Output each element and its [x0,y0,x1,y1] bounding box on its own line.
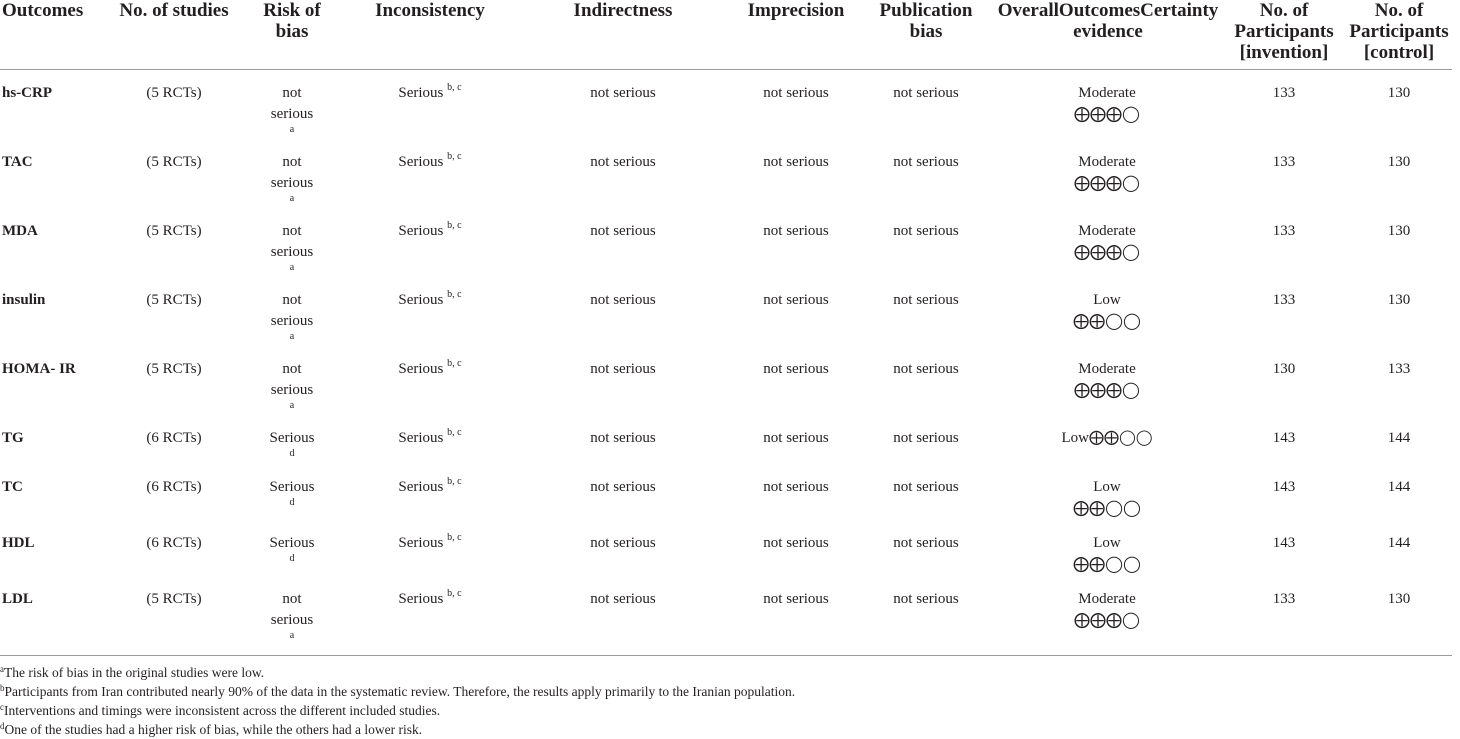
table-row [0,520,1452,576]
risk-of-bias-value: not serious [270,154,314,191]
cell-imprecision: not serious [763,479,829,495]
table-row [0,415,1452,464]
header-outcomes: Outcomes [0,0,110,70]
cell-outcome: MDA [2,223,38,239]
cell-participants-invention: 133 [1272,154,1296,170]
risk-of-bias-value: Serious [269,535,315,551]
risk-of-bias-footnote-mark: a [289,124,295,135]
cell-studies: (6 RCTs) [146,430,202,446]
header-participants-control [1346,0,1452,70]
header-no-of-studies: No. of studies [110,0,238,70]
cell-outcome: TAC [2,154,33,170]
risk-of-bias-value: not serious [270,292,314,329]
certainty-label: Moderate [1078,85,1136,101]
cell-participants-control: 130 [1387,85,1411,101]
certainty-grade-symbols: ⨁⨁◯◯ [1073,556,1141,573]
cell-imprecision: not serious [763,223,829,239]
cell-certainty [992,520,1222,576]
footnote-b-mark: b [0,683,5,693]
inconsistency-footnote-mark: b, c [447,358,462,369]
certainty-label: Low [1093,292,1121,308]
inconsistency-value: Serious [398,479,444,495]
cell-studies: (6 RCTs) [146,535,202,551]
cell-indirectness: not serious [590,292,656,308]
certainty-label: Moderate [1078,591,1136,607]
certainty-grade-symbols: ⨁⨁◯◯ [1073,500,1141,517]
inconsistency-value: Serious [398,85,444,101]
cell-inconsistency [346,70,514,140]
cell-certainty [992,464,1222,520]
risk-of-bias-footnote-mark: a [289,331,295,342]
cell-indirectness: not serious [590,479,656,495]
table-row [0,576,1452,647]
inconsistency-footnote-mark: b, c [447,289,462,300]
inconsistency-footnote-mark: b, c [447,476,462,487]
footnote-a [0,663,795,682]
risk-of-bias-footnote-mark: a [289,400,295,411]
cell-outcome: TC [2,479,23,495]
cell-studies: (6 RCTs) [146,479,202,495]
cell-certainty [992,346,1222,415]
cell-participants-control: 144 [1387,479,1411,495]
certainty-grade-symbols: ⨁⨁⨁◯ [1074,382,1140,399]
cell-studies: (5 RCTs) [146,361,202,377]
table-body [0,70,1452,648]
risk-of-bias-footnote-mark: a [289,193,295,204]
cell-indirectness: not serious [590,430,656,446]
cell-publication-bias: not serious [893,430,959,446]
cell-publication-bias: not serious [893,85,959,101]
cell-publication-bias: not serious [893,535,959,551]
risk-of-bias-value: not serious [270,223,314,260]
cell-participants-control: 130 [1387,591,1411,607]
risk-of-bias-value: Serious [269,430,315,446]
cell-risk-of-bias [238,139,346,208]
cell-inconsistency [346,576,514,647]
certainty-label: Moderate [1078,223,1136,239]
cell-inconsistency [346,277,514,346]
footnote-d-mark: d [0,721,5,731]
cell-publication-bias: not serious [893,361,959,377]
inconsistency-value: Serious [398,223,444,239]
cell-risk-of-bias [238,464,346,520]
inconsistency-value: Serious [398,292,444,308]
cell-indirectness: not serious [590,591,656,607]
table-row [0,70,1452,140]
certainty-label: Moderate [1078,154,1136,170]
certainty-grade-symbols: ⨁⨁◯◯ [1073,313,1141,330]
risk-of-bias-footnote-mark: a [289,630,295,641]
risk-of-bias-value: not serious [270,591,314,628]
footnote-c [0,701,795,720]
cell-publication-bias: not serious [893,223,959,239]
cell-participants-invention: 143 [1272,430,1296,446]
footnote-c-mark: c [0,702,4,712]
cell-imprecision: not serious [763,154,829,170]
cell-outcome: LDL [2,591,33,607]
header-inconsistency: Inconsistency [346,0,514,70]
header-risk-of-bias-label: Risk of bias [263,0,321,42]
header-participants-control-label: No. of Participants [control] [1349,0,1449,63]
cell-publication-bias: not serious [893,479,959,495]
cell-certainty [992,415,1222,464]
inconsistency-footnote-mark: b, c [447,427,462,438]
certainty-label: Low [1093,535,1121,551]
table-row [0,464,1452,520]
cell-studies: (5 RCTs) [146,85,202,101]
cell-imprecision: not serious [763,591,829,607]
inconsistency-footnote-mark: b, c [447,151,462,162]
cell-participants-control: 133 [1387,361,1411,377]
header-participants-invention-label: No. of Participants [invention] [1234,0,1334,63]
risk-of-bias-value: not serious [270,85,314,122]
table-row [0,139,1452,208]
cell-risk-of-bias [238,277,346,346]
cell-outcome: HOMA- IR [2,361,76,377]
inconsistency-value: Serious [398,361,444,377]
header-publication-bias: Publication bias [860,0,992,70]
cell-outcome: hs-CRP [2,85,53,101]
footnote-b [0,682,795,701]
cell-participants-control: 144 [1387,430,1411,446]
cell-studies: (5 RCTs) [146,154,202,170]
table-bottom-rule [0,655,1452,656]
certainty-label: Low [1093,479,1121,495]
cell-studies: (5 RCTs) [146,223,202,239]
table-footnotes [0,663,795,739]
cell-risk-of-bias [238,415,346,464]
cell-inconsistency [346,139,514,208]
cell-risk-of-bias [238,208,346,277]
footnote-d-text: One of the studies had a higher risk of bias, while the others had a lower risk. [4,722,423,737]
cell-participants-invention: 133 [1272,591,1296,607]
certainty-label: Low⨁⨁◯◯ [1061,430,1153,446]
cell-participants-control: 130 [1387,292,1411,308]
cell-inconsistency [346,208,514,277]
risk-of-bias-value: not serious [270,361,314,398]
cell-inconsistency [346,464,514,520]
certainty-grade-symbols: ⨁⨁⨁◯ [1074,106,1140,123]
cell-outcome: TG [2,430,24,446]
inconsistency-footnote-mark: b, c [447,220,462,231]
cell-certainty [992,70,1222,140]
certainty-grade-symbols: ⨁⨁⨁◯ [1074,244,1140,261]
inconsistency-value: Serious [398,535,444,551]
risk-of-bias-footnote-mark: d [289,497,295,508]
footnote-d [0,720,795,739]
cell-imprecision: not serious [763,535,829,551]
cell-publication-bias: not serious [893,591,959,607]
cell-risk-of-bias [238,70,346,140]
certainty-grade-symbols: ⨁⨁⨁◯ [1074,175,1140,192]
cell-outcome: insulin [2,292,46,308]
cell-inconsistency [346,415,514,464]
cell-participants-control: 130 [1387,223,1411,239]
header-indirectness: Indirectness [514,0,732,70]
header-imprecision: Imprecision [732,0,860,70]
cell-participants-control: 130 [1387,154,1411,170]
table-row [0,277,1452,346]
cell-participants-control: 144 [1387,535,1411,551]
cell-indirectness: not serious [590,223,656,239]
table-row [0,346,1452,415]
cell-certainty [992,576,1222,647]
risk-of-bias-value: Serious [269,479,315,495]
cell-indirectness: not serious [590,154,656,170]
cell-indirectness: not serious [590,361,656,377]
cell-risk-of-bias [238,576,346,647]
cell-imprecision: not serious [763,292,829,308]
cell-publication-bias: not serious [893,154,959,170]
certainty-label: Moderate [1078,361,1136,377]
header-risk-of-bias [238,0,346,70]
footnote-b-text: Participants from Iran contributed nearly 90% of the data in the systematic review. Therefore, the results apply primarily to the Iranian population. [4,684,796,699]
cell-participants-invention: 143 [1272,479,1296,495]
risk-of-bias-footnote-mark: a [289,262,295,273]
inconsistency-footnote-mark: b, c [447,82,462,93]
risk-of-bias-footnote-mark: d [289,553,295,564]
inconsistency-value: Serious [398,591,444,607]
cell-certainty [992,277,1222,346]
inconsistency-footnote-mark: b, c [447,532,462,543]
cell-outcome: HDL [2,535,35,551]
inconsistency-value: Serious [398,430,444,446]
cell-studies: (5 RCTs) [146,591,202,607]
header-certainty [992,0,1222,70]
cell-inconsistency [346,346,514,415]
table-header-row [0,0,1452,70]
cell-indirectness: not serious [590,85,656,101]
cell-studies: (5 RCTs) [146,292,202,308]
footnote-c-text: Interventions and timings were inconsistent across the different included studies. [4,703,441,718]
cell-imprecision: not serious [763,430,829,446]
cell-participants-invention: 133 [1272,85,1296,101]
cell-risk-of-bias [238,346,346,415]
inconsistency-footnote-mark: b, c [447,588,462,599]
header-certainty-label: OverallOutcomesCertainty evidence [997,0,1219,42]
risk-of-bias-footnote-mark: d [289,448,295,459]
footnote-a-text: The risk of bias in the original studies were low. [4,665,265,680]
cell-risk-of-bias [238,520,346,576]
cell-participants-invention: 133 [1272,223,1296,239]
cell-imprecision: not serious [763,85,829,101]
cell-participants-invention: 133 [1272,292,1296,308]
cell-participants-invention: 143 [1272,535,1296,551]
cell-participants-invention: 130 [1272,361,1296,377]
cell-indirectness: not serious [590,535,656,551]
certainty-grade-symbols: ⨁⨁⨁◯ [1074,612,1140,629]
cell-imprecision: not serious [763,361,829,377]
cell-certainty [992,208,1222,277]
header-participants-invention [1222,0,1346,70]
table-row [0,208,1452,277]
inconsistency-value: Serious [398,154,444,170]
cell-certainty [992,139,1222,208]
cell-inconsistency [346,520,514,576]
footnote-a-mark: a [0,664,4,674]
cell-publication-bias: not serious [893,292,959,308]
